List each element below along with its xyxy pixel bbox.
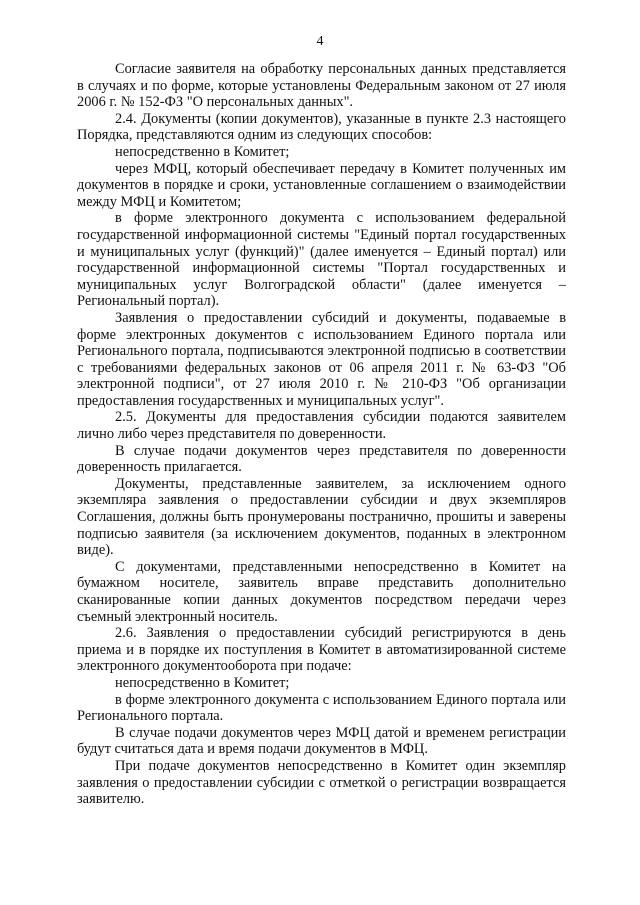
list-item-directly-to-committee: непосредственно в Комитет; — [115, 143, 290, 160]
paragraph-2-4: 2.4. Документы (копии документов), указанные в пункте 2.3 настоящего Порядка, представляются одним из следующих способов: — [77, 110, 566, 144]
paragraph-document-binding: Документы, представленные заявителем, за исключением одного экземпляра заявления о предоставлении субсидии и двух экземпляров Соглашения, должны быть пронумерованы постранично, прошиты и заверены подписью заявителя (за исключением документов, поданных в электронном виде). — [77, 475, 566, 559]
list-item-directly-to-committee-2: непосредственно в Комитет; — [115, 674, 290, 691]
paragraph-copy-returned: При подаче документов непосредственно в Комитет один экземпляр заявления о предоставлении субсидии с отметкой о регистрации возвращается заявителю. — [77, 757, 566, 808]
paragraph-mfc-registration: В случае подачи документов через МФЦ датой и временем регистрации будут считаться дата и время подачи документов в МФЦ. — [77, 724, 566, 758]
list-item-via-mfc: через МФЦ, который обеспечивает передачу в Комитет полученных им документов в порядке и сроки, установленные соглашением о взаимодействии между МФЦ и Комитетом; — [77, 160, 566, 210]
list-item-electronic-portal: в форме электронного документа с использованием Единого портала или Регионального портала. — [77, 691, 566, 725]
paragraph-2-5: 2.5. Документы для предоставления субсидии подаются заявителем лично либо через представителя по доверенности. — [77, 409, 566, 443]
page-number: 4 — [316, 34, 324, 49]
paragraph-electronic-signature: Заявления о предоставлении субсидий и документы, подаваемые в форме электронных документов с использованием Единого портала или Регионального портала, подписываются электронной подписью в соответствии с требованиями федеральных законов от 06 апреля 2011 г. № 63-ФЗ "Об электронной подписи", от 27 июля 2010 г. № 210-ФЗ "Об организации предоставления государственных и муниципальных услуг". — [77, 309, 566, 409]
paragraph-scanned-copies: С документами, представленными непосредственно в Комитет на бумажном носителе, заявитель вправе представить дополнительно сканированные копии данных документов посредством передачи через съемный электронный носитель. — [77, 558, 566, 625]
paragraph-power-of-attorney: В случае подачи документов через представителя по доверенности доверенность прилагается. — [77, 442, 566, 476]
document-body — [77, 61, 566, 808]
paragraph-consent: Согласие заявителя на обработку персональных данных представляется в случаях и по форме, которые установлены Федеральным законом от 27 июля 2006 г. № 152-ФЗ "О персональных данных". — [77, 61, 566, 111]
paragraph-2-6: 2.6. Заявления о предоставлении субсидий регистрируются в день приема и в порядке их поступления в Комитет в автоматизированной системе электронного документооборота при подаче: — [77, 625, 566, 675]
list-item-electronic-form: в форме электронного документа с использованием федеральной государственной информационной системы "Единый портал государственных и муниципальных услуг (функций)" (далее именуется – Единый портал) или государственной информационной системы "Портал государственных и муниципальных услуг Волгоградской области" (далее именуется – Региональный портал). — [77, 210, 566, 310]
